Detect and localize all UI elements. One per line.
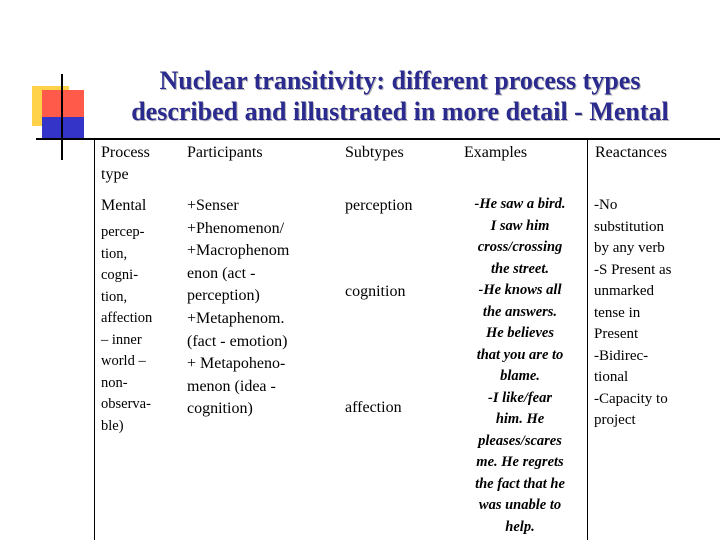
slide-title-line-1: Nuclear transitivity: different process types xyxy=(159,66,641,95)
slide-title-line-2: described and illustrated in more detail - Mental xyxy=(131,97,669,126)
header-participants: Participants xyxy=(187,144,263,161)
subtype-cognition: cognition xyxy=(345,283,406,300)
header-subtypes: Subtypes xyxy=(345,144,404,161)
process-type-description: percep- tion, cogni- tion, affection – inner world – non- observa- ble) xyxy=(101,224,153,434)
decorative-blue-square xyxy=(42,117,84,139)
header-examples: Examples xyxy=(464,144,528,161)
process-type-name: Mental xyxy=(101,197,147,214)
decorative-horizontal-line xyxy=(36,138,720,140)
reactances-list: -No substitution by any verb -S Present as unmarked tense in Present -Bidirec- tional -Capacity to project xyxy=(594,197,672,428)
header-process-type: Process type xyxy=(101,144,150,183)
header-reactances: Reactances xyxy=(595,144,667,161)
decorative-red-square xyxy=(42,90,84,117)
table-border-column-divider xyxy=(587,139,588,540)
participants-list: +Senser +Phenomenon/ +Macrophenom enon (act - perception) +Metaphenom. (fact - emotion) + Metapoheno- menon (idea - cognition) xyxy=(187,197,290,418)
examples-text: -He saw a bird. I saw him cross/crossing the street. -He knows all the answers. He believes that you are to blame. -I like/fear him. He pleases/scares me. He regrets the fact that he was unable to help. xyxy=(474,196,566,535)
decorative-vertical-line xyxy=(61,74,63,160)
table-border-left xyxy=(94,139,95,540)
subtype-perception: perception xyxy=(345,197,413,214)
subtype-affection: affection xyxy=(345,399,402,416)
